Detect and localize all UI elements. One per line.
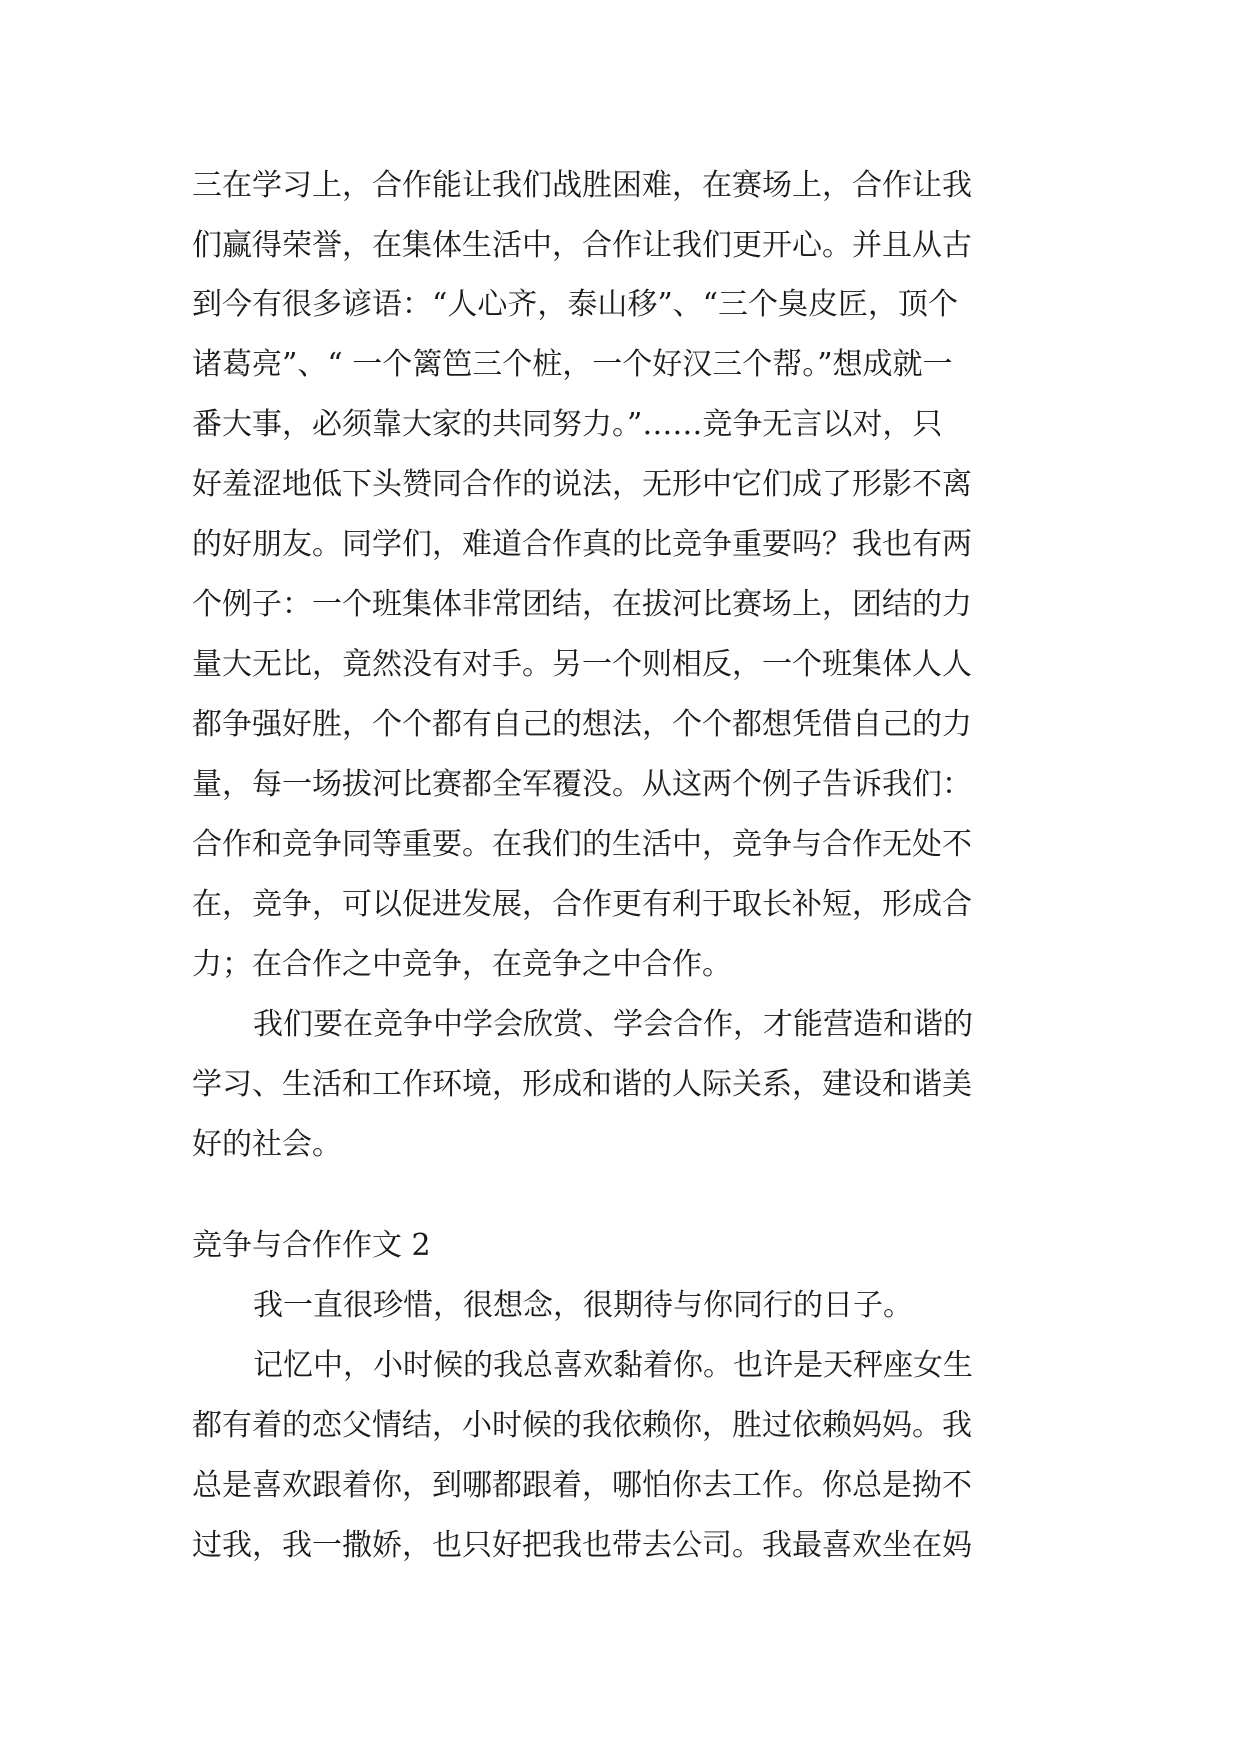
text-line: 好的社会。 xyxy=(192,1127,342,1162)
text-line: 们赢得荣誉，在集体生活中，合作让我们更开心。并且从古 xyxy=(192,228,972,263)
text-line: 量大无比，竟然没有对手。另一个则相反，一个班集体人人 xyxy=(192,647,972,682)
text-line: 合作和竞争同等重要。在我们的生活中，竞争与合作无处不 xyxy=(192,827,972,862)
text-line: 都争强好胜，个个都有自己的想法，个个都想凭借自己的力 xyxy=(192,707,972,742)
text-line: 三在学习上，合作能让我们战胜困难，在赛场上，合作让我 xyxy=(192,168,972,203)
text-line: 量，每一场拔河比赛都全军覆没。从这两个例子告诉我们： xyxy=(192,767,972,802)
text-line: 在，竞争，可以促进发展，合作更有利于取长补短，形成合 xyxy=(192,887,972,922)
paragraph-start-line: 我一直很珍惜，很想念，很期待与你同行的日子。 xyxy=(253,1288,913,1323)
text-line: 番大事，必须靠大家的共同努力。”……竞争无言以对，只 xyxy=(192,407,943,442)
section-heading: 竞争与合作作文 2 xyxy=(192,1228,431,1263)
text-line: 总是喜欢跟着你，到哪都跟着，哪怕你去工作。你总是拗不 xyxy=(192,1468,972,1503)
text-line: 过我，我一撒娇，也只好把我也带去公司。我最喜欢坐在妈 xyxy=(192,1528,972,1563)
text-line: 个例子：一个班集体非常团结，在拔河比赛场上，团结的力 xyxy=(192,587,972,622)
text-line: 都有着的恋父情结，小时候的我依赖你，胜过依赖妈妈。我 xyxy=(192,1408,972,1443)
text-line: 到今有很多谚语：“人心齐，泰山移”、“三个臭皮匠，顶个 xyxy=(192,287,959,322)
text-line: 好羞涩地低下头赞同合作的说法，无形中它们成了形影不离 xyxy=(192,467,972,502)
paragraph-start-line: 我们要在竞争中学会欣赏、学会合作，才能营造和谐的 xyxy=(253,1007,973,1042)
text-line: 诸葛亮”、“ 一个篱笆三个桩，一个好汉三个帮。”想成就一 xyxy=(192,347,953,382)
paragraph-start-line: 记忆中，小时候的我总喜欢黏着你。也许是天秤座女生 xyxy=(253,1348,973,1383)
text-line: 的好朋友。同学们，难道合作真的比竞争重要吗？我也有两 xyxy=(192,527,972,562)
text-line: 学习、生活和工作环境，形成和谐的人际关系，建设和谐美 xyxy=(192,1067,972,1102)
text-line: 力；在合作之中竞争，在竞争之中合作。 xyxy=(192,947,732,982)
